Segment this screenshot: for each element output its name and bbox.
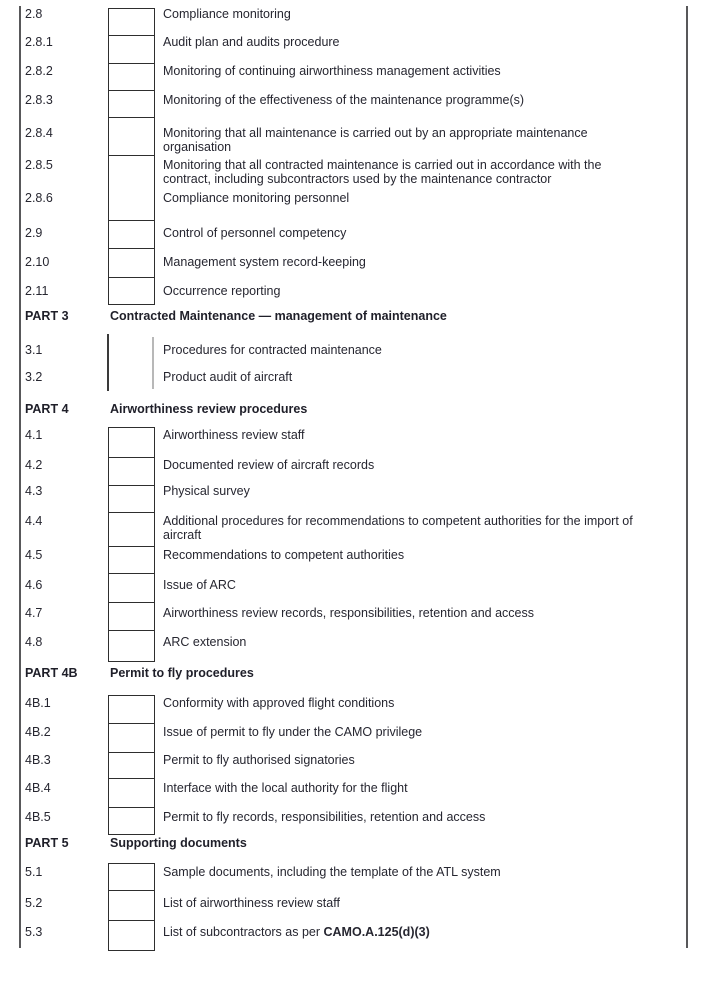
section-number: 4B.2 [25, 725, 51, 739]
checkbox [108, 8, 155, 37]
section-number: 2.8 [25, 7, 43, 21]
section-title: Control of personnel competency [163, 226, 347, 240]
section-title: Sample documents, including the template of the ATL system [163, 865, 501, 879]
section-title: Compliance monitoring personnel [163, 191, 350, 205]
part-title: Contracted Maintenance — management of maintenance [110, 309, 447, 323]
section-title-line: Additional procedures for recommendations to competent authorities for the import of [163, 514, 633, 528]
checkbox [108, 695, 155, 725]
section-title: Conformity with approved flight conditions [163, 696, 395, 710]
checkbox [108, 457, 155, 487]
section-title: Product audit of aircraft [163, 370, 293, 384]
checkbox [108, 117, 155, 157]
section-number: 4B.1 [25, 696, 51, 710]
section-title-line: Monitoring that all contracted maintenance is carried out in accordance with the [163, 158, 602, 172]
section-number: 4B.3 [25, 753, 51, 767]
checkbox [108, 427, 155, 459]
section-number: 2.8.1 [25, 35, 53, 49]
section-title: Audit plan and audits procedure [163, 35, 340, 49]
checkbox [108, 602, 155, 632]
section-title-line: organisation [163, 140, 232, 154]
section-number: 4.5 [25, 548, 43, 562]
section-number: 3.1 [25, 343, 43, 357]
section-number: 5.3 [25, 925, 43, 939]
open-cell-left-border [107, 334, 109, 391]
part-title: Supporting documents [110, 836, 247, 850]
section-number: 2.8.6 [25, 191, 53, 205]
checkbox [108, 546, 155, 575]
checkbox [108, 863, 155, 892]
section-number: 2.8.2 [25, 64, 53, 78]
checkbox [108, 890, 155, 921]
section-title [163, 126, 690, 154]
part-label: PART 4B [25, 666, 78, 680]
checkbox [108, 807, 155, 835]
section-title: Airworthiness review records, responsibilities, retention and access [163, 606, 534, 620]
section-title: Monitoring of the effectiveness of the maintenance programme(s) [163, 93, 525, 107]
section-number: 2.9 [25, 226, 43, 240]
section-number: 4.8 [25, 635, 43, 649]
section-number: 4.4 [25, 514, 43, 528]
part-title: Airworthiness review procedures [110, 402, 308, 416]
section-number: 5.1 [25, 865, 43, 879]
section-title: Interface with the local authority for the flight [163, 781, 408, 795]
section-title: Airworthiness review staff [163, 428, 305, 442]
checkbox [108, 155, 155, 221]
part-title: Permit to fly procedures [110, 666, 254, 680]
section-title: Issue of permit to fly under the CAMO privilege [163, 725, 423, 739]
section-title-text: List of subcontractors as per [163, 925, 324, 939]
checkbox [108, 573, 155, 604]
section-number: 2.8.5 [25, 158, 53, 172]
section-number: 2.8.4 [25, 126, 53, 140]
section-title: Permit to fly records, responsibilities, retention and access [163, 810, 486, 824]
checkbox [108, 277, 155, 305]
part-label: PART 3 [25, 309, 69, 323]
section-title: Management system record-keeping [163, 255, 366, 269]
section-title [163, 925, 690, 939]
checkbox [108, 512, 155, 548]
checkbox [108, 90, 155, 119]
section-title-line: aircraft [163, 528, 202, 542]
section-number: 4.1 [25, 428, 43, 442]
section-number: 2.10 [25, 255, 50, 269]
section-number: 5.2 [25, 896, 43, 910]
section-title: Monitoring of continuing airworthiness management activities [163, 64, 501, 78]
checkbox [108, 752, 155, 780]
section-number: 2.8.3 [25, 93, 53, 107]
checkbox [108, 63, 155, 92]
open-cell-right-divider [152, 337, 154, 389]
part-label: PART 4 [25, 402, 69, 416]
section-number: 4.7 [25, 606, 43, 620]
section-number: 4.3 [25, 484, 43, 498]
section-title: List of airworthiness review staff [163, 896, 340, 910]
regulation-reference: CAMO.A.125(d)(3) [323, 925, 430, 939]
table-left-border [19, 6, 21, 948]
checkbox [108, 630, 155, 662]
section-title: Procedures for contracted maintenance [163, 343, 382, 357]
checkbox [108, 920, 155, 951]
section-number: 3.2 [25, 370, 43, 384]
section-number: 4.2 [25, 458, 43, 472]
section-number: 4B.4 [25, 781, 51, 795]
checkbox [108, 778, 155, 809]
section-title: Physical survey [163, 484, 250, 498]
section-title [163, 158, 690, 186]
section-title: Documented review of aircraft records [163, 458, 375, 472]
section-title: Occurrence reporting [163, 284, 281, 298]
section-title-line: Monitoring that all maintenance is carried out by an appropriate maintenance [163, 126, 588, 140]
section-number: 2.11 [25, 284, 49, 298]
section-title: ARC extension [163, 635, 247, 649]
checkbox [108, 35, 155, 65]
section-title: Recommendations to competent authorities [163, 548, 405, 562]
section-title [163, 514, 690, 542]
section-title: Permit to fly authorised signatories [163, 753, 355, 767]
section-title: Compliance monitoring [163, 7, 291, 21]
checkbox [108, 723, 155, 754]
checkbox [108, 485, 155, 514]
section-number: 4B.5 [25, 810, 51, 824]
checkbox [108, 248, 155, 279]
section-number: 4.6 [25, 578, 43, 592]
section-title: Issue of ARC [163, 578, 236, 592]
section-title-line: contract, including subcontractors used by the maintenance contractor [163, 172, 552, 186]
checkbox [108, 220, 155, 250]
part-label: PART 5 [25, 836, 69, 850]
